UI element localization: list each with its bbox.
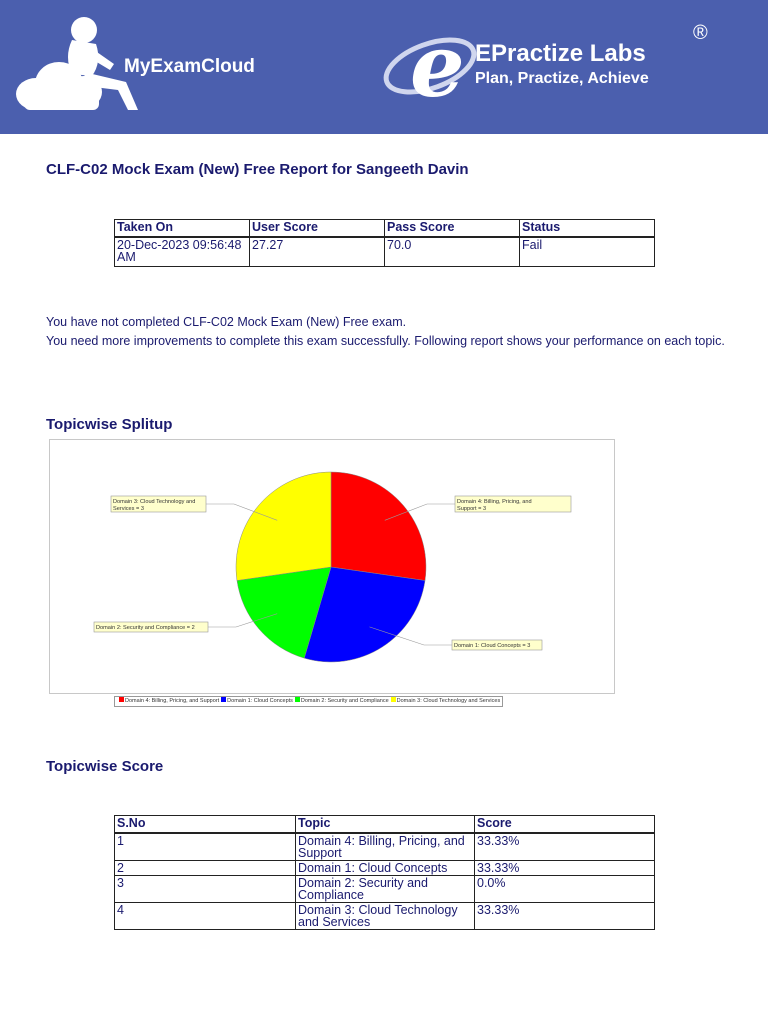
header-score: Score <box>475 816 655 834</box>
score-header-row <box>115 816 655 834</box>
sno-cell: 3 <box>115 876 296 903</box>
summary-row <box>115 237 655 267</box>
e-logo-icon <box>380 22 480 106</box>
brand-tagline: Plan, Practize, Achieve <box>475 70 649 87</box>
legend-label: Domain 2: Security and Compliance <box>300 698 389 704</box>
chart-legend <box>114 696 503 707</box>
header-topic: Topic <box>296 816 475 834</box>
taken-on-value: 20-Dec-2023 09:56:48 AM <box>115 237 250 267</box>
legend-swatch <box>221 697 226 702</box>
score-cell: 33.33% <box>475 903 655 930</box>
svg-text:e: e <box>410 22 465 106</box>
slice-label: Domain 2: Security and Compliance = 2 <box>96 625 195 631</box>
status-value: Fail <box>520 237 655 267</box>
page-header <box>0 0 768 134</box>
legend-label: Domain 3: Cloud Technology and Services <box>396 698 501 704</box>
slice-label: Domain 3: Cloud Technology and Services = 3 <box>113 499 196 512</box>
topic-cell: Domain 3: Cloud Technology and Services <box>296 903 475 930</box>
table-row <box>115 876 655 903</box>
topic-cell: Domain 2: Security and Compliance <box>296 876 475 903</box>
pie-chart <box>50 440 614 693</box>
topic-cell: Domain 1: Cloud Concepts <box>296 861 475 876</box>
sno-cell: 2 <box>115 861 296 876</box>
legend-swatch <box>391 697 396 702</box>
section-title-score: Topicwise Score <box>46 758 164 775</box>
pass-score-value: 70.0 <box>385 237 520 267</box>
table-row <box>115 833 655 861</box>
topic-cell: Domain 4: Billing, Pricing, and Support <box>296 833 475 861</box>
table-row <box>115 903 655 930</box>
table-row <box>115 861 655 876</box>
brand-myexamcloud: MyExamCloud <box>124 56 255 77</box>
header-status: Status <box>520 220 655 238</box>
message-line-2: You need more improvements to complete this exam successfully. Following report shows your performance on each topic. <box>46 333 725 348</box>
legend-label: Domain 1: Cloud Concepts <box>227 698 293 704</box>
summary-table <box>114 219 655 267</box>
report-title: CLF-C02 Mock Exam (New) Free Report for Sangeeth Davin <box>46 161 469 178</box>
summary-header-row <box>115 220 655 238</box>
header-sno: S.No <box>115 816 296 834</box>
section-title-splitup: Topicwise Splitup <box>46 416 173 433</box>
message-line-1: You have not completed CLF-C02 Mock Exam (New) Free exam. <box>46 315 407 329</box>
slice-label: Domain 4: Billing, Pricing, and Support = 3 <box>457 499 532 512</box>
slice-label: Domain 1: Cloud Concepts = 3 <box>454 643 531 649</box>
legend-swatch <box>295 697 300 702</box>
score-cell: 33.33% <box>475 833 655 861</box>
pie-chart-frame <box>49 439 615 694</box>
legend-swatch <box>119 697 124 702</box>
legend-label: Domain 4: Billing, Pricing, and Support <box>125 698 220 704</box>
result-message <box>46 313 726 350</box>
score-cell: 0.0% <box>475 876 655 903</box>
header-taken-on: Taken On <box>115 220 250 238</box>
sno-cell: 1 <box>115 833 296 861</box>
pie-slice <box>331 472 426 581</box>
header-user-score: User Score <box>250 220 385 238</box>
user-score-value: 27.27 <box>250 237 385 267</box>
brand-epractize-labs: EPractize Labs <box>475 40 646 67</box>
registered-mark: ® <box>693 22 708 44</box>
topic-score-table <box>114 815 655 930</box>
header-pass-score: Pass Score <box>385 220 520 238</box>
score-cell: 33.33% <box>475 861 655 876</box>
sno-cell: 4 <box>115 903 296 930</box>
pie-slice <box>236 472 331 581</box>
